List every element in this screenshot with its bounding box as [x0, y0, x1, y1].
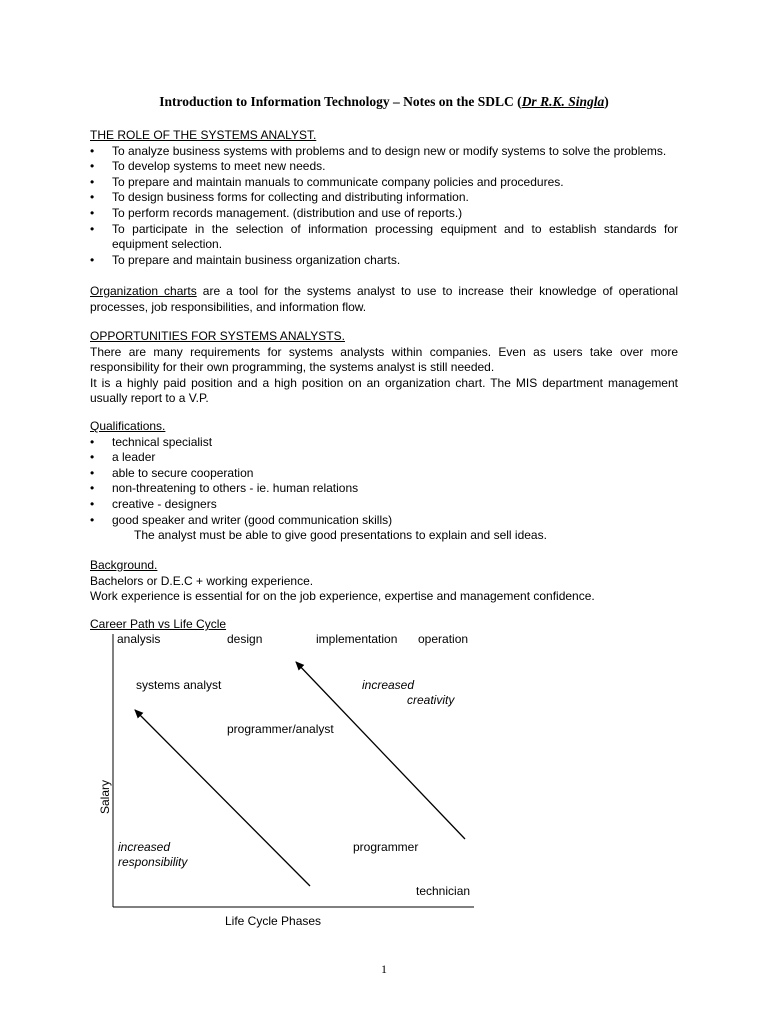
list-item: • To prepare and maintain business organization charts.	[90, 253, 678, 269]
list-item: • To design business forms for collecting and distributing information.	[90, 190, 678, 206]
label-programmer: programmer	[353, 840, 419, 854]
phase-implementation: implementation	[316, 632, 398, 646]
title-suffix: )	[604, 94, 609, 109]
label-programmer-analyst: programmer/analyst	[227, 722, 334, 736]
background-paragraph-2: Work experience is essential for on the job experience, expertise and management confidence.	[90, 589, 595, 604]
qualifications-note: The analyst must be able to give good presentations to explain and sell ideas.	[134, 528, 547, 543]
career-heading: Career Path vs Life Cycle	[90, 617, 227, 631]
document-title	[0, 94, 768, 110]
label-technician: technician	[416, 884, 471, 898]
qualifications-heading: Qualifications.	[90, 419, 166, 433]
title-author: Dr R.K. Singla	[521, 94, 605, 109]
list-item: • To develop systems to meet new needs.	[90, 159, 678, 175]
page-number: 1	[381, 962, 387, 976]
org-charts-term: Organization charts	[90, 284, 197, 298]
career-path-diagram	[80, 614, 500, 944]
list-item: • To analyze business systems with problems and to design new or modify systems to solve the problems.	[90, 144, 678, 160]
list-item: • To prepare and maintain manuals to communicate company policies and procedures.	[90, 175, 678, 191]
list-item: • To participate in the selection of information processing equipment and to establish standards for equipment selection.	[90, 222, 678, 253]
background-section	[90, 558, 678, 605]
opportunities-paragraph-2: It is a highly paid position and a high position on an organization chart. The MIS department management usually report to a V.P.	[90, 375, 678, 406]
x-axis-label: Life Cycle Phases	[225, 914, 322, 928]
label-increased-creativity: increased	[362, 678, 415, 692]
list-item: • technical specialist	[90, 435, 678, 451]
role-heading: THE ROLE OF THE SYSTEMS ANALYST.	[90, 128, 317, 142]
role-list	[90, 144, 678, 269]
list-item: • able to secure cooperation	[90, 466, 678, 482]
phase-analysis: analysis	[117, 632, 161, 646]
label-increased-responsibility: increased	[118, 840, 171, 854]
opportunities-section	[90, 329, 678, 407]
phase-operation: operation	[418, 632, 469, 646]
list-item: • non-threatening to others - ie. human relations	[90, 481, 678, 497]
label-responsibility: responsibility	[118, 855, 188, 869]
org-charts-paragraph	[90, 284, 678, 315]
background-paragraph-1: Bachelors or D.E.C + working experience.	[90, 573, 314, 588]
label-creativity: creativity	[407, 693, 455, 707]
list-item: • creative - designers	[90, 497, 678, 513]
opportunities-heading: OPPORTUNITIES FOR SYSTEMS ANALYSTS.	[90, 329, 345, 343]
list-item: • To perform records management. (distribution and use of reports.)	[90, 206, 678, 222]
qualifications-list	[90, 435, 678, 529]
opportunities-paragraph-1: There are many requirements for systems analysts within companies. Even as users take over more responsibility for their own programming, the systems analyst is still needed.	[90, 344, 678, 375]
label-systems-analyst: systems analyst	[136, 678, 222, 692]
title-prefix: Introduction to Information Technology – Notes on the SDLC (	[159, 94, 522, 109]
list-item: • good speaker and writer (good communication skills)	[90, 513, 678, 529]
qualifications-section	[90, 419, 678, 544]
phase-design: design	[227, 632, 263, 646]
y-axis-label: Salary	[98, 779, 113, 815]
org-charts-text: are a tool for the systems analyst to use to increase their knowledge of operational processes, job responsibilities, and information flow.	[90, 284, 678, 314]
list-item: • a leader	[90, 450, 678, 466]
role-section	[90, 128, 678, 268]
background-heading: Background.	[90, 558, 158, 572]
